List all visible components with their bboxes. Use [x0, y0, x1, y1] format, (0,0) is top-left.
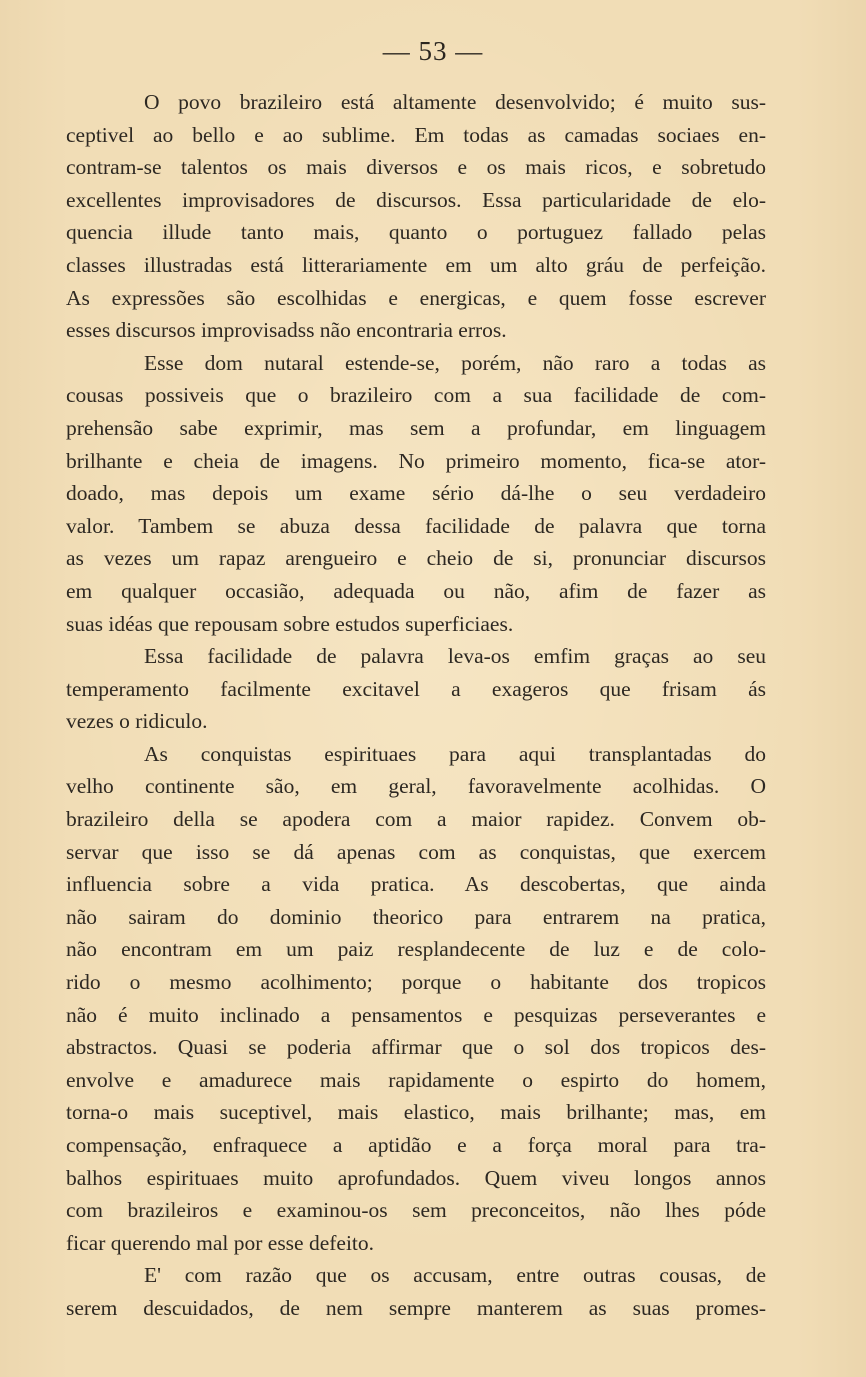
text-line: contram-se talentos os mais diversos e os mais ricos, e sobretudo: [66, 155, 766, 180]
text-line: ficar querendo mal por esse defeito.: [66, 1230, 375, 1255]
text-line: quencia illude tanto mais, quanto o portuguez fallado pelas: [66, 220, 766, 245]
text-line: influencia sobre a vida pratica. As descobertas, que ainda: [66, 872, 766, 897]
text-line: envolve e amadurece mais rapidamente o espirto do homem,: [66, 1067, 766, 1092]
text-line: com brazileiros e examinou-os sem preconceitos, não lhes póde: [66, 1198, 766, 1223]
text-line: brazileiro della se apodera com a maior rapidez. Convem ob-: [66, 807, 766, 832]
text-line: balhos espirituaes muito aprofundados. Quem viveu longos annos: [66, 1165, 766, 1190]
text-line: serem descuidados, de nem sempre manterem as suas promes-: [66, 1295, 766, 1320]
text-line: cousas possiveis que o brazileiro com a sua facilidade de com-: [66, 383, 766, 408]
page-number: — 53 —: [382, 36, 484, 66]
text-line: As conquistas espirituaes para aqui transplantadas do: [144, 741, 766, 766]
text-line: em qualquer occasião, adequada ou não, afim de fazer as: [66, 578, 766, 603]
text-line: suas idéas que repousam sobre estudos superficiaes.: [66, 611, 514, 636]
text-line: torna-o mais suceptivel, mais elastico, mais brilhante; mas, em: [66, 1100, 766, 1125]
text-line: servar que isso se dá apenas com as conquistas, que exercem: [66, 839, 766, 864]
text-line: temperamento facilmente excitavel a exageros que frisam ás: [66, 676, 766, 701]
text-line: esses discursos improvisadss não encontraria erros.: [66, 318, 507, 343]
body-text: [66, 86, 766, 1325]
text-line: classes illustradas está litterariamente em um alto gráu de perfeição.: [66, 252, 766, 277]
text-line: vezes o ridiculo.: [66, 709, 208, 734]
text-line: excellentes improvisadores de discursos. Essa particularidade de elo-: [66, 187, 766, 212]
text-line: não encontram em um paiz resplandecente de luz e de colo-: [66, 937, 766, 962]
text-line: ceptivel ao bello e ao sublime. Em todas as camadas sociaes en-: [66, 122, 766, 147]
text-line: abstractos. Quasi se poderia affirmar que o sol dos tropicos des-: [66, 1035, 766, 1060]
text-line: compensação, enfraquece a aptidão e a força moral para tra-: [66, 1133, 766, 1157]
text-line: brilhante e cheia de imagens. No primeiro momento, fica-se ator-: [66, 448, 766, 473]
text-line: prehensão sabe exprimir, mas sem a profundar, em linguagem: [66, 415, 766, 440]
text-line: rido o mesmo acolhimento; porque o habitante dos tropicos: [66, 970, 766, 995]
text-line: as vezes um rapaz arengueiro e cheio de si, pronunciar discursos: [66, 546, 766, 571]
text-line: não sairam do dominio theorico para entrarem na pratica,: [66, 904, 766, 929]
text-line: valor. Tambem se abuza dessa facilidade de palavra que torna: [66, 513, 766, 538]
text-line: Esse dom nutaral estende-se, porém, não raro a todas as: [144, 350, 766, 375]
text-line: velho continente são, em geral, favoravelmente acolhidas. O: [66, 774, 766, 799]
text-line: doado, mas depois um exame sério dá-lhe o seu verdadeiro: [66, 481, 766, 506]
text-line: E' com razão que os accusam, entre outras cousas, de: [144, 1263, 766, 1288]
text-line: Essa facilidade de palavra leva-os emfim graças ao seu: [144, 644, 766, 669]
text-line: não é muito inclinado a pensamentos e pesquizas perseverantes e: [66, 1002, 766, 1027]
text-line: O povo brazileiro está altamente desenvolvido; é muito sus-: [144, 90, 766, 114]
text-line: As expressões são escolhidas e energicas, e quem fosse escrever: [66, 285, 766, 310]
